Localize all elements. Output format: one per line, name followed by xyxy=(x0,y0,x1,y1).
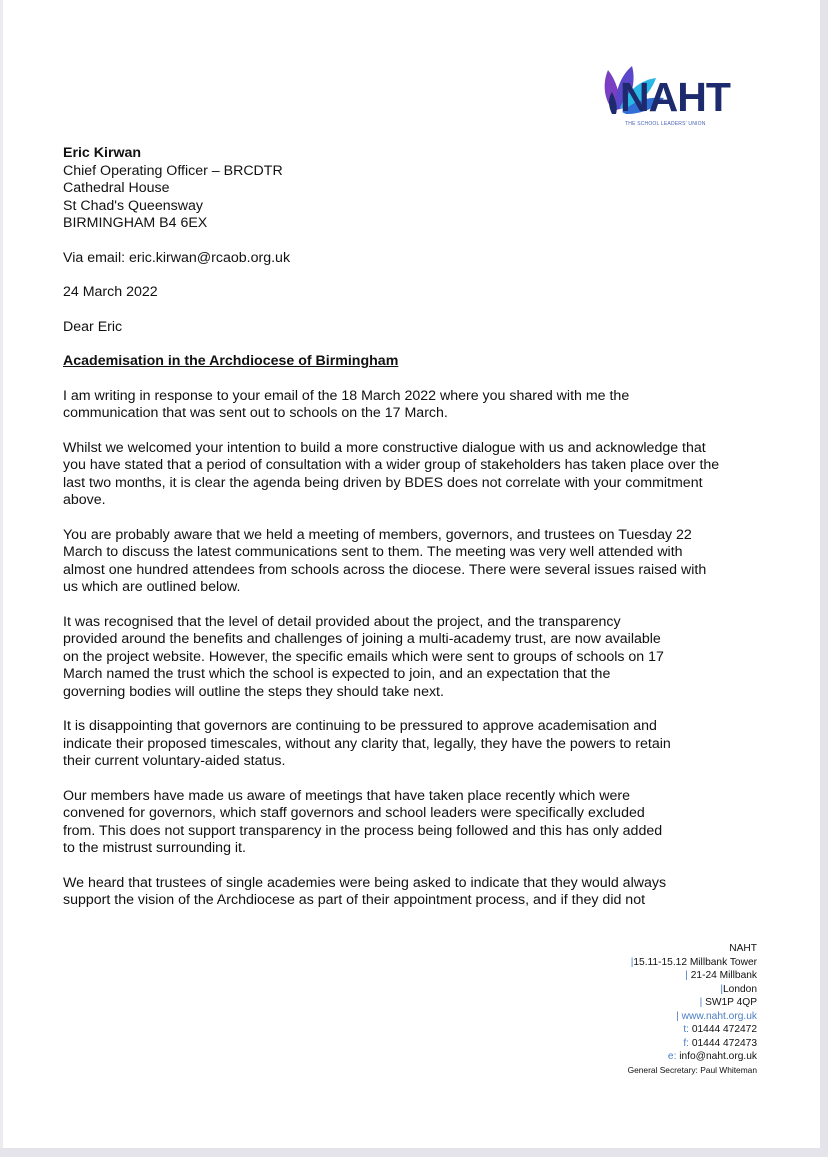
footer-org: NAHT xyxy=(729,943,757,954)
paragraph-line: Our members have made us aware of meetings that have taken place recently which were xyxy=(63,787,630,804)
footer-tel-label: t: xyxy=(683,1024,689,1035)
recipient-address-line: BIRMINGHAM B4 6EX xyxy=(63,215,208,231)
footer-address-text: London xyxy=(723,983,757,995)
footer-fax-number: 01444 472473 xyxy=(689,1037,757,1049)
paragraph-line: indicate their proposed timescales, without any clarity that, legally, they have the powers to retain xyxy=(63,735,671,752)
paragraph xyxy=(63,788,773,858)
recipient-address-line: Cathedral House xyxy=(63,180,170,196)
recipient-title: Chief Operating Officer – BRCDTR xyxy=(63,162,283,179)
salutation: Dear Eric xyxy=(63,318,123,335)
footer-address-text: 15.11-15.12 Millbank Tower xyxy=(633,956,757,968)
paragraph-line: We heard that trustees of single academies were being asked to indicate that they would always xyxy=(63,874,667,891)
footer-address-line xyxy=(628,956,757,970)
recipient-address-block xyxy=(63,145,773,233)
footer-email[interactable] xyxy=(628,1050,757,1064)
footer-separator: | xyxy=(630,956,634,968)
viewer-background-right xyxy=(820,0,828,1157)
footer-telephone xyxy=(628,1023,757,1037)
recipient-address-line: St Chad's Queensway xyxy=(63,197,203,214)
footer-website-link[interactable]: | www.naht.org.uk xyxy=(676,1010,757,1022)
letter-body xyxy=(63,145,773,910)
paragraph-line: Whilst we welcomed your intention to build a more constructive dialogue with us and acknowledge that xyxy=(63,439,706,456)
paragraph xyxy=(63,388,773,423)
footer-separator: | xyxy=(720,983,723,995)
letter-date: 24 March 2022 xyxy=(63,284,158,300)
naht-logo xyxy=(598,56,750,132)
paragraph-line: March to discuss the latest communications sent to them. The meeting was very well attended with xyxy=(63,544,683,560)
paragraph xyxy=(63,527,773,597)
via-email-line: Via email: eric.kirwan@rcaob.org.uk xyxy=(63,249,291,266)
paragraph-line: I am writing in response to your email of the 18 March 2022 where you shared with me the xyxy=(63,387,630,404)
paragraph-line: support the vision of the Archdiocese as part of their appointment process, and if they did not xyxy=(63,892,646,908)
footer-address-text: 21-24 Millbank xyxy=(690,970,757,981)
footer-email-label: e: xyxy=(667,1051,677,1062)
paragraph xyxy=(63,875,773,910)
footer-address-line xyxy=(628,969,757,983)
paragraph-line: from. This does not support transparency in the process being followed and this has only added xyxy=(63,822,663,839)
paragraph-line: on the project website. However, the specific emails which were sent to groups of schools on 17 xyxy=(63,648,664,665)
viewer-background-bottom xyxy=(0,1148,828,1157)
letter-footer xyxy=(628,942,757,1076)
paragraph xyxy=(63,614,773,702)
footer-address-text: SW1P 4QP xyxy=(705,997,757,1008)
naht-tagline: THE SCHOOL LEADERS' UNION xyxy=(625,121,706,127)
recipient-name: Eric Kirwan xyxy=(63,145,142,161)
paragraph xyxy=(63,718,773,771)
footer-fax xyxy=(628,1037,757,1051)
footer-tel-number: 01444 472472 xyxy=(689,1024,757,1035)
footer-address-line xyxy=(628,996,757,1010)
paragraph-line: communication that was sent out to schools on the 17 March. xyxy=(63,405,448,421)
paragraph-line: above. xyxy=(63,492,106,508)
paragraph-line: last two months, it is clear the agenda being driven by BDES does not correlate with your commitment xyxy=(63,474,703,491)
footer-general-secretary: General Secretary: Paul Whiteman xyxy=(627,1064,757,1075)
paragraph-line: you have stated that a period of consultation with a wider group of stakeholders has taken place over the xyxy=(63,457,720,473)
paragraph-line: It is disappointing that governors are continuing to be pressured to approve academisation and xyxy=(63,718,657,734)
paragraph-line: us which are outlined below. xyxy=(63,579,241,595)
paragraph-line: to the mistrust surrounding it. xyxy=(63,840,246,856)
footer-email-address[interactable]: info@naht.org.uk xyxy=(676,1051,757,1062)
paragraph-line: governing bodies will outline the steps they should take next. xyxy=(63,683,444,700)
naht-wordmark: NAHT xyxy=(620,74,730,120)
paragraph-line: You are probably aware that we held a meeting of members, governors, and trustees on Tuesday 22 xyxy=(63,526,692,543)
subject-text: Academisation in the Archdiocese of Birmingham xyxy=(63,353,399,369)
footer-fax-label: f: xyxy=(683,1037,689,1049)
paragraph-line: almost one hundred attendees from schools across the diocese. There were several issues raised with xyxy=(63,561,707,578)
footer-address-line xyxy=(628,983,757,997)
paragraph-line: convened for governors, which staff governors and school leaders were specifically excluded xyxy=(63,805,645,821)
footer-separator: | xyxy=(699,997,706,1008)
page-left-edge xyxy=(0,0,3,1148)
paragraph-line: March named the trust which the school is expected to join, and an expectation that the xyxy=(63,666,611,682)
footer-separator: | xyxy=(685,970,691,981)
subject-line xyxy=(63,353,773,371)
paragraph-line: their current voluntary-aided status. xyxy=(63,753,286,769)
paragraph-line: It was recognised that the level of detail provided about the project, and the transparency xyxy=(63,613,621,630)
paragraph-line: provided around the benefits and challenges of joining a multi-academy trust, are now available xyxy=(63,631,661,647)
paragraph xyxy=(63,440,773,510)
